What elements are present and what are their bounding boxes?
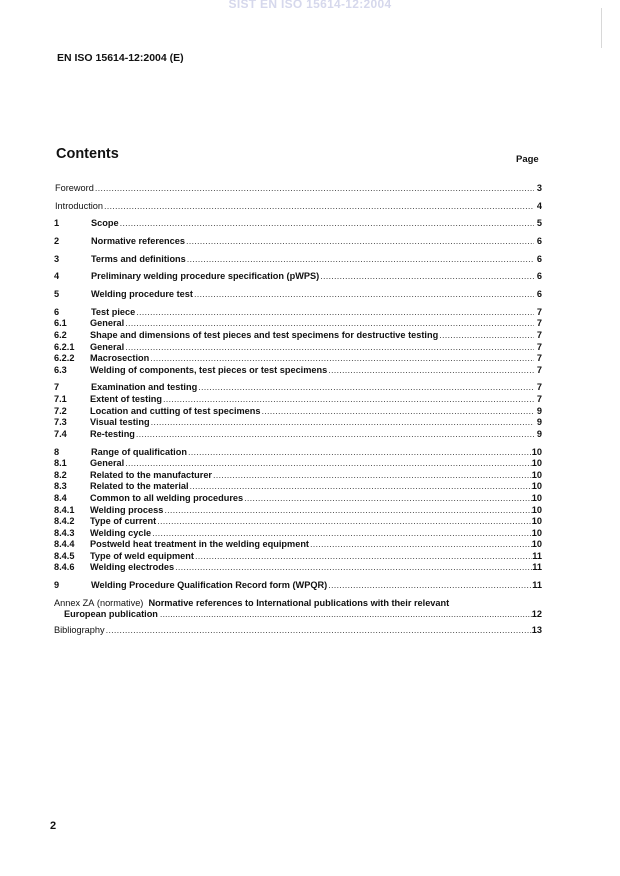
leader-dots [136,429,534,441]
toc-entry-page: 7 [536,318,542,329]
toc-entry[interactable] [54,318,542,330]
leader-dots [310,539,532,551]
toc-entry[interactable] [54,551,542,563]
toc-entry-title: Welding process [90,504,164,515]
annex-title-line2: European publication [64,609,158,620]
toc-entry-title: Related to the material [90,481,189,492]
toc-entry-page: 11 [532,550,542,561]
toc-entry-title: Test piece [91,306,136,317]
toc-entry-title: Normative references [91,236,185,247]
toc-entry-page: 7 [536,364,542,375]
leader-dots [244,493,532,505]
toc-entry-number: 8.4.2 [54,516,75,527]
toc-entry[interactable] [54,493,542,505]
toc-entry-title: Common to all welding procedures [90,492,244,503]
toc-entry-title: Welding electrodes [90,562,175,573]
leader-dots [151,417,534,429]
toc-entry-number: 5 [54,289,60,300]
toc-entry-page: 6 [536,236,542,247]
annex-label: Annex ZA [54,597,95,608]
toc-entry-page: 6 [536,271,542,282]
toc-entry-title: Shape and dimensions of test pieces and test specimens for destructive testing [90,330,439,340]
toc-entry-page: 9 [536,417,542,428]
toc-entry-number: 6.2 [54,330,67,340]
leader-dots [163,394,534,406]
toc-entry-number: 7.1 [54,394,67,405]
leader-dots [213,470,532,482]
toc-entry[interactable] [54,218,542,230]
toc-entry-title: Type of weld equipment [90,550,194,561]
toc-entry-title: Macrosection [90,353,150,364]
leader-dots [320,271,534,283]
toc-entry-page: 10 [531,446,542,457]
toc-entry-number: 8.4.3 [54,527,75,538]
toc-entry[interactable] [54,236,542,248]
document-header: EN ISO 15614-12:2004 (E) [57,52,184,64]
toc-entry-number: 6.2.1 [54,341,75,352]
toc-entry-number: 1 [54,218,60,229]
toc-entry-title: Postweld heat treatment in the welding equipment [90,539,309,550]
toc-entry-title: Re-testing [90,428,135,439]
leader-dots [262,406,535,418]
toc-entry-title: Welding procedure test [91,289,193,300]
leader-dots [157,516,532,528]
toc-entry-number: 8 [54,446,60,457]
toc-entry[interactable] [54,406,542,418]
leader-dots [187,254,534,266]
toc-entry[interactable] [54,201,542,213]
contents-title: Contents [56,146,119,162]
toc-entry-number: 8.4.1 [54,504,75,515]
toc-entry[interactable] [54,562,542,574]
leader-dots [328,580,532,592]
toc-entry-title: Foreword [55,183,94,193]
toc-entry-title: Type of current [90,516,157,527]
toc-entry-title: Welding Procedure Qualification Record form (WPQR) [91,580,328,591]
toc-entry[interactable] [54,429,542,441]
toc-entry-number: 8.4.4 [54,539,75,550]
toc-annex-entry[interactable] [54,598,542,621]
leader-dots [164,505,531,517]
toc-entry[interactable] [54,580,542,592]
table-of-contents [54,183,542,637]
toc-entry[interactable] [54,307,542,319]
toc-entry-page: 10 [531,492,542,503]
toc-entry[interactable] [54,470,542,482]
leader-dots [125,458,532,470]
toc-entry-page: 5 [536,218,542,229]
toc-entry-title: Welding cycle [90,527,152,538]
toc-entry-page: 4 [536,200,542,211]
annex-title-line1: Normative references to International publications with their relevant [148,597,450,608]
leader-dots [328,365,534,377]
toc-entry-number: 9 [54,580,60,591]
toc-entry-title: Preliminary welding procedure specification (pWPS) [91,271,320,282]
leader-dots [125,318,534,330]
toc-entry[interactable] [54,271,542,283]
toc-entry-title: Location and cutting of test specimens [90,405,261,416]
toc-entry[interactable] [54,289,542,301]
toc-entry[interactable] [54,505,542,517]
toc-entry[interactable] [54,365,542,377]
leader-dots [198,382,534,394]
toc-entry-page: 9 [536,405,542,416]
leader-dots [106,625,532,637]
toc-entry-number: 7.4 [54,428,67,439]
toc-entry[interactable] [54,353,542,365]
scan-artifact [601,8,602,48]
toc-entry-bibliography[interactable] [54,625,542,637]
page-number: 2 [50,820,57,832]
toc-entry-title: Visual testing [90,417,150,428]
toc-entry-page: 7 [536,341,542,352]
bibliography-page: 13 [531,625,542,636]
toc-entry-number: 8.1 [54,458,67,469]
toc-entry[interactable] [54,458,542,470]
toc-entry-title: Range of qualification [91,446,187,457]
toc-entry-title: Examination and testing [91,382,198,393]
page-column-label: Page [516,154,539,165]
toc-entry[interactable] [54,528,542,540]
leader-dots [104,201,534,213]
toc-entry-title: Extent of testing [90,394,162,405]
watermark: SIST EN ISO 15614-12:2004 [228,0,392,11]
toc-entry-page: 7 [536,306,542,317]
toc-entry-page: 10 [531,481,542,492]
leader-dots [186,236,534,248]
toc-entry-page: 7 [536,353,542,364]
toc-entry-number: 8.2 [54,469,67,480]
toc-entry[interactable] [54,447,542,459]
toc-entry[interactable] [54,342,542,354]
toc-entry-title: General [90,341,125,352]
toc-entry-number: 6.2.2 [54,353,75,364]
toc-entry-number: 8.4.6 [54,562,75,573]
toc-entry[interactable] [54,539,542,551]
toc-entry[interactable] [54,254,542,266]
toc-entry-title: Scope [91,218,119,229]
toc-entry-page: 7 [536,394,542,405]
leader-dots [120,218,534,230]
leader-dots [190,481,532,493]
toc-entry-number: 4 [54,271,60,282]
leader-dots [160,609,532,621]
leader-dots [95,183,534,195]
annex-qualifier: (normative) [96,597,144,608]
toc-entry-title: General [90,458,125,469]
toc-entry-number: 3 [54,253,60,264]
toc-entry-page: 6 [536,253,542,264]
bibliography-title: Bibliography [54,625,105,636]
leader-dots [152,528,532,540]
toc-entry-page: 10 [531,516,542,527]
toc-entry-number: 6.3 [54,364,67,375]
toc-entry-number: 7 [54,382,60,393]
toc-entry[interactable] [54,394,542,406]
toc-entry-page: 10 [531,469,542,480]
toc-entry-page: 10 [531,458,542,469]
leader-dots [195,551,532,563]
toc-entry-page: 11 [532,580,542,591]
leader-dots [188,447,532,459]
toc-entry-title: Terms and definitions [91,253,186,264]
toc-entry[interactable] [54,417,542,429]
toc-entry-number: 8.4.5 [54,550,75,561]
toc-entry-number: 6 [54,306,60,317]
toc-entry-title: Related to the manufacturer [90,469,213,480]
toc-entry-number: 2 [54,236,60,247]
toc-entry-page: 10 [531,527,542,538]
leader-dots [175,562,532,574]
leader-dots [125,342,534,354]
toc-entry-page: 7 [536,330,542,340]
toc-entry[interactable] [54,516,542,528]
toc-entry-page: 3 [536,183,542,193]
leader-dots [439,330,534,342]
toc-entry[interactable] [54,330,542,342]
toc-entry[interactable] [54,382,542,394]
leader-dots [136,307,534,319]
toc-entry-number: 7.3 [54,417,67,428]
toc-entry-title: Welding of components, test pieces or test specimens [90,364,328,375]
leader-dots [150,353,534,365]
toc-entry-number: 8.3 [54,481,67,492]
toc-entry[interactable] [54,481,542,493]
toc-entry-page: 6 [536,289,542,300]
leader-dots [194,289,534,301]
annex-page: 12 [531,609,542,620]
toc-entry-number: 6.1 [54,318,67,329]
toc-entry-page: 7 [536,382,542,393]
toc-entry-number: 8.4 [54,492,67,503]
toc-entry[interactable] [54,183,542,195]
toc-entry-title: Introduction [55,200,104,211]
toc-entry-page: 10 [531,539,542,550]
toc-entry-page: 10 [531,504,542,515]
toc-entry-page: 9 [536,428,542,439]
toc-entry-number: 7.2 [54,405,67,416]
toc-entry-title: General [90,318,125,329]
toc-entry-page: 11 [532,562,542,573]
